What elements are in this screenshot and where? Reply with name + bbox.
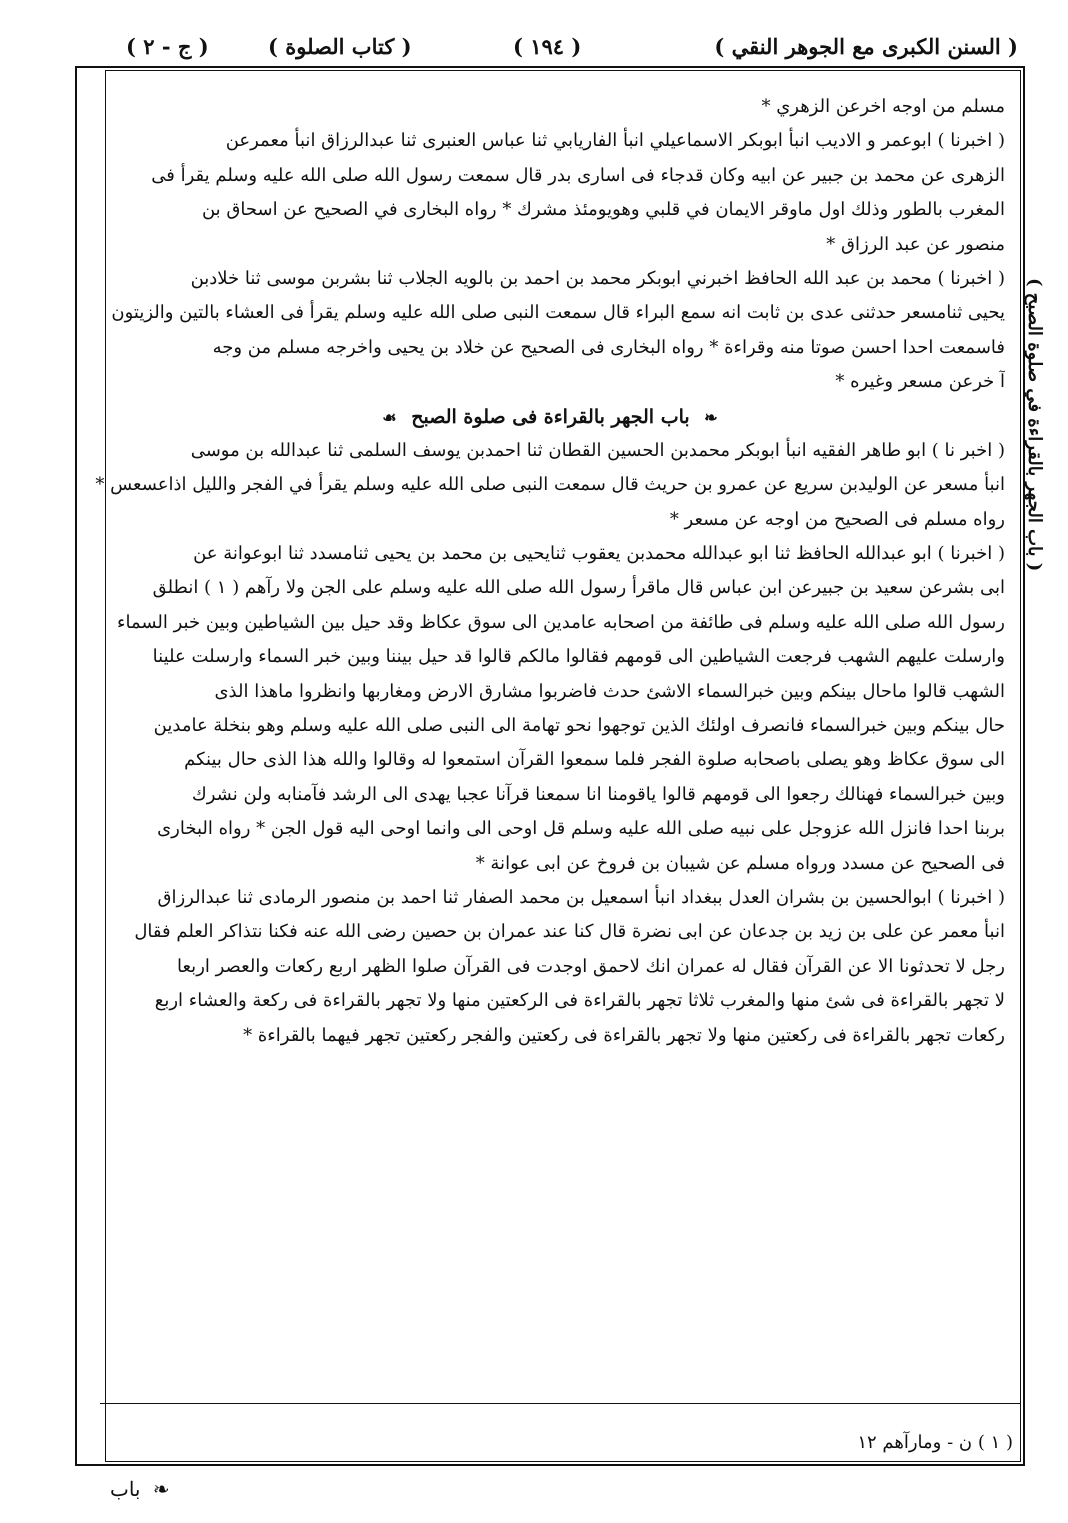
text-line: مسلم من اوجه اخرعن الزهري * — [761, 96, 1005, 117]
text-line: الزهرى عن محمد بن جبير عن ابيه وكان قدجاء فى اسارى بدر قال سمعت رسول الله صلى الله عليه وسلم يقرأ فى — [151, 164, 1005, 186]
book-title: ( السنن الكبرى مع الجوهر النقي ) — [714, 34, 1018, 59]
text-line: الى سوق عكاظ وهو يصلى باصحابه صلوة الفجر فلما سمعوا القرآن استمعوا له وقالوا والله هذا الذى حال بينكم — [184, 749, 1005, 771]
footnote-divider — [100, 1403, 1020, 1404]
text-line: رسول الله صلى الله عليه وسلم فى طائفة من اصحابه عامدين الى سوق عكاظ وقد حيل بين الشياطين وبين خبر السماء — [117, 611, 1005, 633]
ornament-arabesque-icon: ❧ — [152, 1477, 170, 1501]
text-line: رجل لا تحدثونا الا عن القرآن فقال له عمران انك لاحمق اوجدت فى القرآن صلوا الظهر اربع ركعات والعصر اربعا — [177, 955, 1005, 977]
text-line: فاسمعت احدا احسن صوتا منه وقراءة * رواه البخارى فى الصحيح عن خلاد بن يحيى واخرجه مسلم من وجه — [212, 336, 1005, 358]
text-line: ( اخبرنا ) محمد بن عبد الله الحافظ اخبرني ابوبكر محمد بن احمد بن بالويه الجلاب ثنا بشربن موسى ثنا خلادبن — [190, 267, 1005, 289]
chapter-heading-text: باب الجهر بالقراءة فى صلوة الصبح — [411, 405, 690, 428]
text-line: منصور عن عبد الرزاق * — [826, 233, 1005, 255]
margin-section-title: ( باب الجهر بالقراءة في صلوة الصبح ) — [1024, 278, 1045, 572]
main-text-block — [95, 90, 1005, 1390]
text-line: يحيى ثنامسعر حدثنى عدى بن ثابت انه سمع البراء قال سمعت النبى صلى الله عليه وسلم يقرأ فى العشاء بالتين والزيتون — [111, 302, 1005, 324]
catchword — [110, 1477, 170, 1501]
text-line: ( اخبرنا ) ابو عبدالله الحافظ ثنا ابو عبدالله محمدبن يعقوب ثنايحيى بن محمد بن يحيى ثنامسدد ثنا ابوعوانة عن — [193, 543, 1005, 565]
text-line: الشهب قالوا ماحال بينكم وبين خبرالسماء الاشئ حدث فاضربوا مشارق الارض ومغاربها وانظروا ماهذا الذى — [214, 680, 1005, 702]
text-line: حال بينكم وبين خبرالسماء فانصرف اولئك الذين توجهوا نحو تهامة الى النبى صلى الله عليه وسلم وهو بنخلة عامدين — [153, 715, 1005, 737]
text-line: انبأ مسعر عن الوليدبن سريع عن عمرو بن حريث قال سمعت النبى صلى الله عليه وسلم يقرأ في الفجر والليل اذاعسعس * — [95, 474, 1005, 496]
text-line: انبأ معمر عن على بن زيد بن جدعان عن ابى نضرة قال كنا عند عمران بن حصين رضى الله عنه فكنا نتذاكر العلم فقال — [134, 921, 1005, 943]
text-line: فى الصحيح عن مسدد ورواه مسلم عن شيبان بن فروخ عن ابى عوانة * — [475, 852, 1005, 874]
volume-number: ( ج - ٢ ) — [126, 34, 209, 59]
running-header — [118, 28, 1018, 68]
page-number: ( ١٩٤ ) — [513, 34, 582, 59]
catchword-text: باب — [110, 1477, 141, 1501]
text-line: رواه مسلم فى الصحيح من اوجه عن مسعر * — [669, 508, 1005, 530]
chapter-title: ( كتاب الصلوة ) — [268, 34, 412, 59]
text-line: لا تجهر بالقراءة فى شئ منها والمغرب ثلاثا تجهر بالقراءة فى الركعتين منها ولا تجهر بالقراءة فى ركعة والعشاء اربع — [154, 990, 1005, 1012]
footnote: ( ١ ) ن - ومارآهم ١٢ — [857, 1432, 1013, 1453]
text-line: بربنا احدا فانزل الله عزوجل على نبيه صلى الله عليه وسلم قل اوحى الى وانما اوحى اليه قول الجن * رواه البخارى — [157, 818, 1005, 840]
text-line: المغرب بالطور وذلك اول ماوقر الايمان في قلبي وهويومئذ مشرك * رواه البخارى في الصحيح عن اسحاق بن — [201, 199, 1005, 221]
text-line: ( اخبرنا ) ابوعمر و الاديب انبأ ابوبكر الاسماعيلي انبأ الفاريابي ثنا عباس العنبرى ثنا عبدالرزاق انبأ معمرعن — [225, 130, 1005, 152]
text-line: وارسلت عليهم الشهب فرجعت الشياطين الى قومهم فقالوا مالكم قالوا قد حيل بيننا وبين خبر السماء وارسلت علينا — [152, 646, 1005, 668]
text-line: ( اخبر نا ) ابو طاهر الفقيه انبأ ابوبكر محمدبن الحسين القطان ثنا احمدبن يوسف السلمى ثنا عبدالله بن موسى — [190, 439, 1005, 461]
text-line: وبين خبرالسماء فهنالك رجعوا الى قومهم قالوا ياقومنا انا سمعنا قرآنا عجبا يهدى الى الرشد فآمنابه ولن نشرك — [191, 783, 1005, 805]
text-line: ( اخبرنا ) ابوالحسين بن بشران العدل ببغداد انبأ اسمعيل بن محمد الصفار ثنا احمد بن منصور الرمادى ثنا عبدالرزاق — [157, 886, 1005, 908]
text-line: آ خرعن مسعر وغيره * — [835, 371, 1005, 393]
chapter-heading — [95, 400, 1005, 434]
ornament-arabesque-icon: ☙ — [382, 407, 397, 427]
text-line: ابى بشرعن سعيد بن جبيرعن ابن عباس قال ماقرأ رسول الله صلى الله عليه وسلم على الجن ولا رآهم ( ١ ) انطلق — [152, 577, 1005, 599]
ornament-arabesque-icon: ❧ — [704, 407, 718, 427]
text-line: ركعات تجهر بالقراءة فى ركعتين منها ولا تجهر بالقراءة فى ركعتين والفجر ركعتين تجهر فيهما بالقراءة * — [243, 1024, 1005, 1046]
